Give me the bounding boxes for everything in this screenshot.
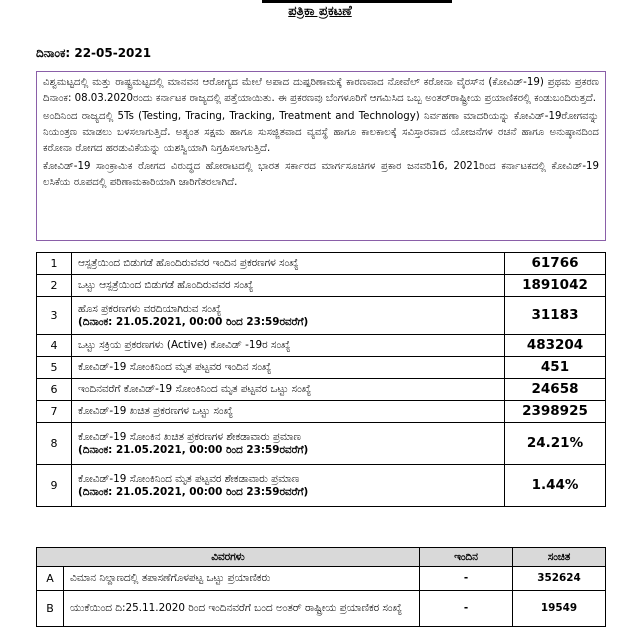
row-value: 1891042 xyxy=(505,275,606,297)
table-row xyxy=(37,357,606,379)
row-date-range: (ದಿನಾಂಕ: 21.05.2021, 00:00 ರಿಂದ 23:59ರವರೆಗೆ) xyxy=(78,485,309,498)
row-number: 2 xyxy=(37,275,72,297)
row-today-value: - xyxy=(420,591,513,627)
row-number: 5 xyxy=(37,357,72,379)
covid-stats-table xyxy=(36,252,606,507)
row-number: 1 xyxy=(37,253,72,275)
table-row xyxy=(37,253,606,275)
row-number: 8 xyxy=(37,423,72,465)
table-row xyxy=(37,335,606,357)
intro-paragraph-3: ಕೋವಿಡ್-19 ಸಾಂಕ್ರಾಮಿಕ ರೋಗದ ವಿರುದ್ಧದ ಹೋರಾಟದಲ್ಲಿ ಭಾರತ ಸರ್ಕಾರದ ಮಾರ್ಗಸೂಚಿಗಳ ಪ್ರಕಾರ ಜನವರಿ16, 2021ರಿಂದ ಕರ್ನಾಟಕದಲ್ಲಿ ಕೋವಿಡ್-19 ಲಸಿಕೆಯ ರೂಪದಲ್ಲಿ ಪರಿಣಾಮಕಾರಿಯಾಗಿ ಜಾರಿಗೆತರಲಾಗಿದೆ. xyxy=(43,161,599,188)
row-value: 2398925 xyxy=(505,401,606,423)
intro-paragraph-1: ವಿಶ್ವಮಟ್ಟದಲ್ಲಿ ಮತ್ತು ರಾಷ್ಟ್ರಮಟ್ಟದಲ್ಲಿ ಮಾನವನ ಆರೋಗ್ಯದ ಮೇಲೆ ಅಪಾದ ದುಷ್ಪರಿಣಾಮಕ್ಕೆ ಕಾರಣವಾದ ನೋವೆಲ್ ಕರೋನಾ ವೈರಸ್‌ನ (ಕೋವಿಡ್-19) ಪ್ರಥಮ ಪ್ರಕರಣ ದಿನಾಂಕ: 08.03.2020ರಂದು ಕರ್ನಾಟಕ ರಾಜ್ಯದಲ್ಲಿ ಪತ್ತೆಯಾಯಿತು. ಈ ಪ್ರಕರಣವು ಬೆಂಗಳೂರಿಗೆ ಆಗಮಿಸಿದ ಒಬ್ಬ ಅಂತರ್‌ರಾಷ್ಟ್ರೀಯ ಪ್ರಯಾಣಿಕರಲ್ಲಿ ಕಂಡುಬಂದಿರುತ್ತದೆ. xyxy=(43,77,599,104)
table-row xyxy=(37,275,606,297)
intro-box xyxy=(36,71,606,241)
table-row xyxy=(37,567,606,591)
row-value: 1.44% xyxy=(505,465,606,507)
intro-paragraph-2: ಅಂದಿನಿಂದ ರಾಜ್ಯದಲ್ಲಿ 5Ts (Testing, Tracing, Tracking, Treatment and Technology) ನಿರ್ವಹಣಾ ಮಾದರಿಯನ್ನು ಕೋವಿಡ್-19ರೋಗವನ್ನು ನಿಯಂತ್ರಣ ಮಾಡಲು ಬಳಸಲಾಗುತ್ತಿದೆ. ಅತ್ಯಂತ ಸಕ್ಷಮ ಹಾಗೂ ಸುಸಜ್ಜಿತವಾದ ವ್ಯವಸ್ಥೆ ಹಾಗೂ ಕಾಲಕಾಲಕ್ಕೆ ಸವಿಸ್ತಾರವಾದ ಯೋಜನೆಗಳ ರಚನೆ ಹಾಗೂ ಅನುಷ್ಠಾನದಿಂದ ಕರೋನಾ ರೋಗದ ಹರಡುವಿಕೆಯನ್ನು ಯಶಸ್ವಿಯಾಗಿ ನಿಗ್ರಹಿಸಲಾಗುತ್ತಿದೆ. xyxy=(43,111,599,154)
header-details: ವಿವರಗಳು xyxy=(37,548,420,567)
row-label: ಕೋವಿಡ್-19 ಖಚಿತ ಪ್ರಕರಣಗಳ ಒಟ್ಟು ಸಂಖ್ಯೆ xyxy=(72,401,505,423)
row-number: 9 xyxy=(37,465,72,507)
row-label: ಹೊಸ ಪ್ರಕರಣಗಳು ವರದಿಯಾಗಿರುವ ಸಂಖ್ಯೆ xyxy=(78,302,222,315)
row-value: 483204 xyxy=(505,335,606,357)
header-today: ಇಂದಿನ xyxy=(420,548,513,567)
row-cumulative-value: 19549 xyxy=(513,591,606,627)
row-label: ಕೋವಿಡ್-19 ಸೋಂಕಿನಿಂದ ಮೃತ ಪಟ್ಟವರ ಶೇಕಡಾವಾರು ಪ್ರಮಾಣ xyxy=(78,472,300,485)
table-row xyxy=(37,591,606,627)
press-release-title: ಪತ್ರಿಕಾ ಪ್ರಕಟಣೆ xyxy=(288,4,352,19)
table-row xyxy=(37,401,606,423)
row-label: ಆಸ್ಪತ್ರೆಯಿಂದ ಬಿಡುಗಡೆ ಹೊಂದಿರುವವರ ಇಂದಿನ ಪ್ರಕರಣಗಳ ಸಂಖ್ಯೆ xyxy=(72,253,505,275)
row-number: 6 xyxy=(37,379,72,401)
table-row xyxy=(37,379,606,401)
row-number: 3 xyxy=(37,297,72,335)
table-header-row xyxy=(37,548,606,567)
row-label: ಕೋವಿಡ್-19 ಸೋಂಕಿನ ಖಚಿತ ಪ್ರಕರಣಗಳ ಶೇಕಡಾವಾರು ಪ್ರಮಾಣ xyxy=(78,430,301,443)
row-label-cell xyxy=(72,465,505,507)
row-value: 31183 xyxy=(505,297,606,335)
traveller-screening-table xyxy=(36,547,606,627)
row-letter: A xyxy=(37,567,64,591)
row-label-cell xyxy=(72,423,505,465)
table-row xyxy=(37,465,606,507)
row-label: ವಿಮಾನ ನಿಲ್ದಾಣದಲ್ಲಿ ತಪಾಸಣೆಗೊಳಪಟ್ಟ ಒಟ್ಟು ಪ್ರಯಾಣಿಕರು xyxy=(64,567,420,591)
row-value: 24.21% xyxy=(505,423,606,465)
row-label: ಒಟ್ಟು ಸಕ್ರಿಯ ಪ್ರಕರಣಗಳು (Active) ಕೋವಿಡ್ -19ರ ಸಂಖ್ಯೆ xyxy=(72,335,505,357)
release-date: ದಿನಾಂಕ: 22-05-2021 xyxy=(36,46,152,60)
header-cumulative: ಸಂಚಿತ xyxy=(513,548,606,567)
row-label: ಇಂದಿನವರೆಗೆ ಕೋವಿಡ್-19 ಸೋಂಕಿನಿಂದ ಮೃತ ಪಟ್ಟವರ ಒಟ್ಟು ಸಂಖ್ಯೆ xyxy=(72,379,505,401)
row-value: 451 xyxy=(505,357,606,379)
row-letter: B xyxy=(37,591,64,627)
table-row xyxy=(37,423,606,465)
row-label: ಯುಕೆಯಿಂದ ದಿ:25.11.2020 ರಿಂದ ಇಂದಿನವರೆಗೆ ಬಂದ ಅಂತರ್ ರಾಷ್ಟ್ರೀಯ ಪ್ರಯಾಣಿಕರ ಸಂಖ್ಯೆ xyxy=(64,591,420,627)
row-date-range: (ದಿನಾಂಕ: 21.05.2021, 00:00 ರಿಂದ 23:59ರವರೆಗೆ) xyxy=(78,315,309,328)
row-label: ಕೋವಿಡ್-19 ಸೋಂಕಿನಿಂದ ಮೃತ ಪಟ್ಟವರ ಇಂದಿನ ಸಂಖ್ಯೆ xyxy=(72,357,505,379)
row-cumulative-value: 352624 xyxy=(513,567,606,591)
row-date-range: (ದಿನಾಂಕ: 21.05.2021, 00:00 ರಿಂದ 23:59ರವರೆಗೆ) xyxy=(78,443,309,456)
row-value: 61766 xyxy=(505,253,606,275)
row-label-cell xyxy=(72,297,505,335)
row-value: 24658 xyxy=(505,379,606,401)
row-number: 4 xyxy=(37,335,72,357)
table-row xyxy=(37,297,606,335)
row-today-value: - xyxy=(420,567,513,591)
row-number: 7 xyxy=(37,401,72,423)
row-label: ಒಟ್ಟು ಆಸ್ಪತ್ರೆಯಿಂದ ಬಿಡುಗಡೆ ಹೊಂದಿರುವವರ ಸಂಖ್ಯೆ xyxy=(72,275,505,297)
